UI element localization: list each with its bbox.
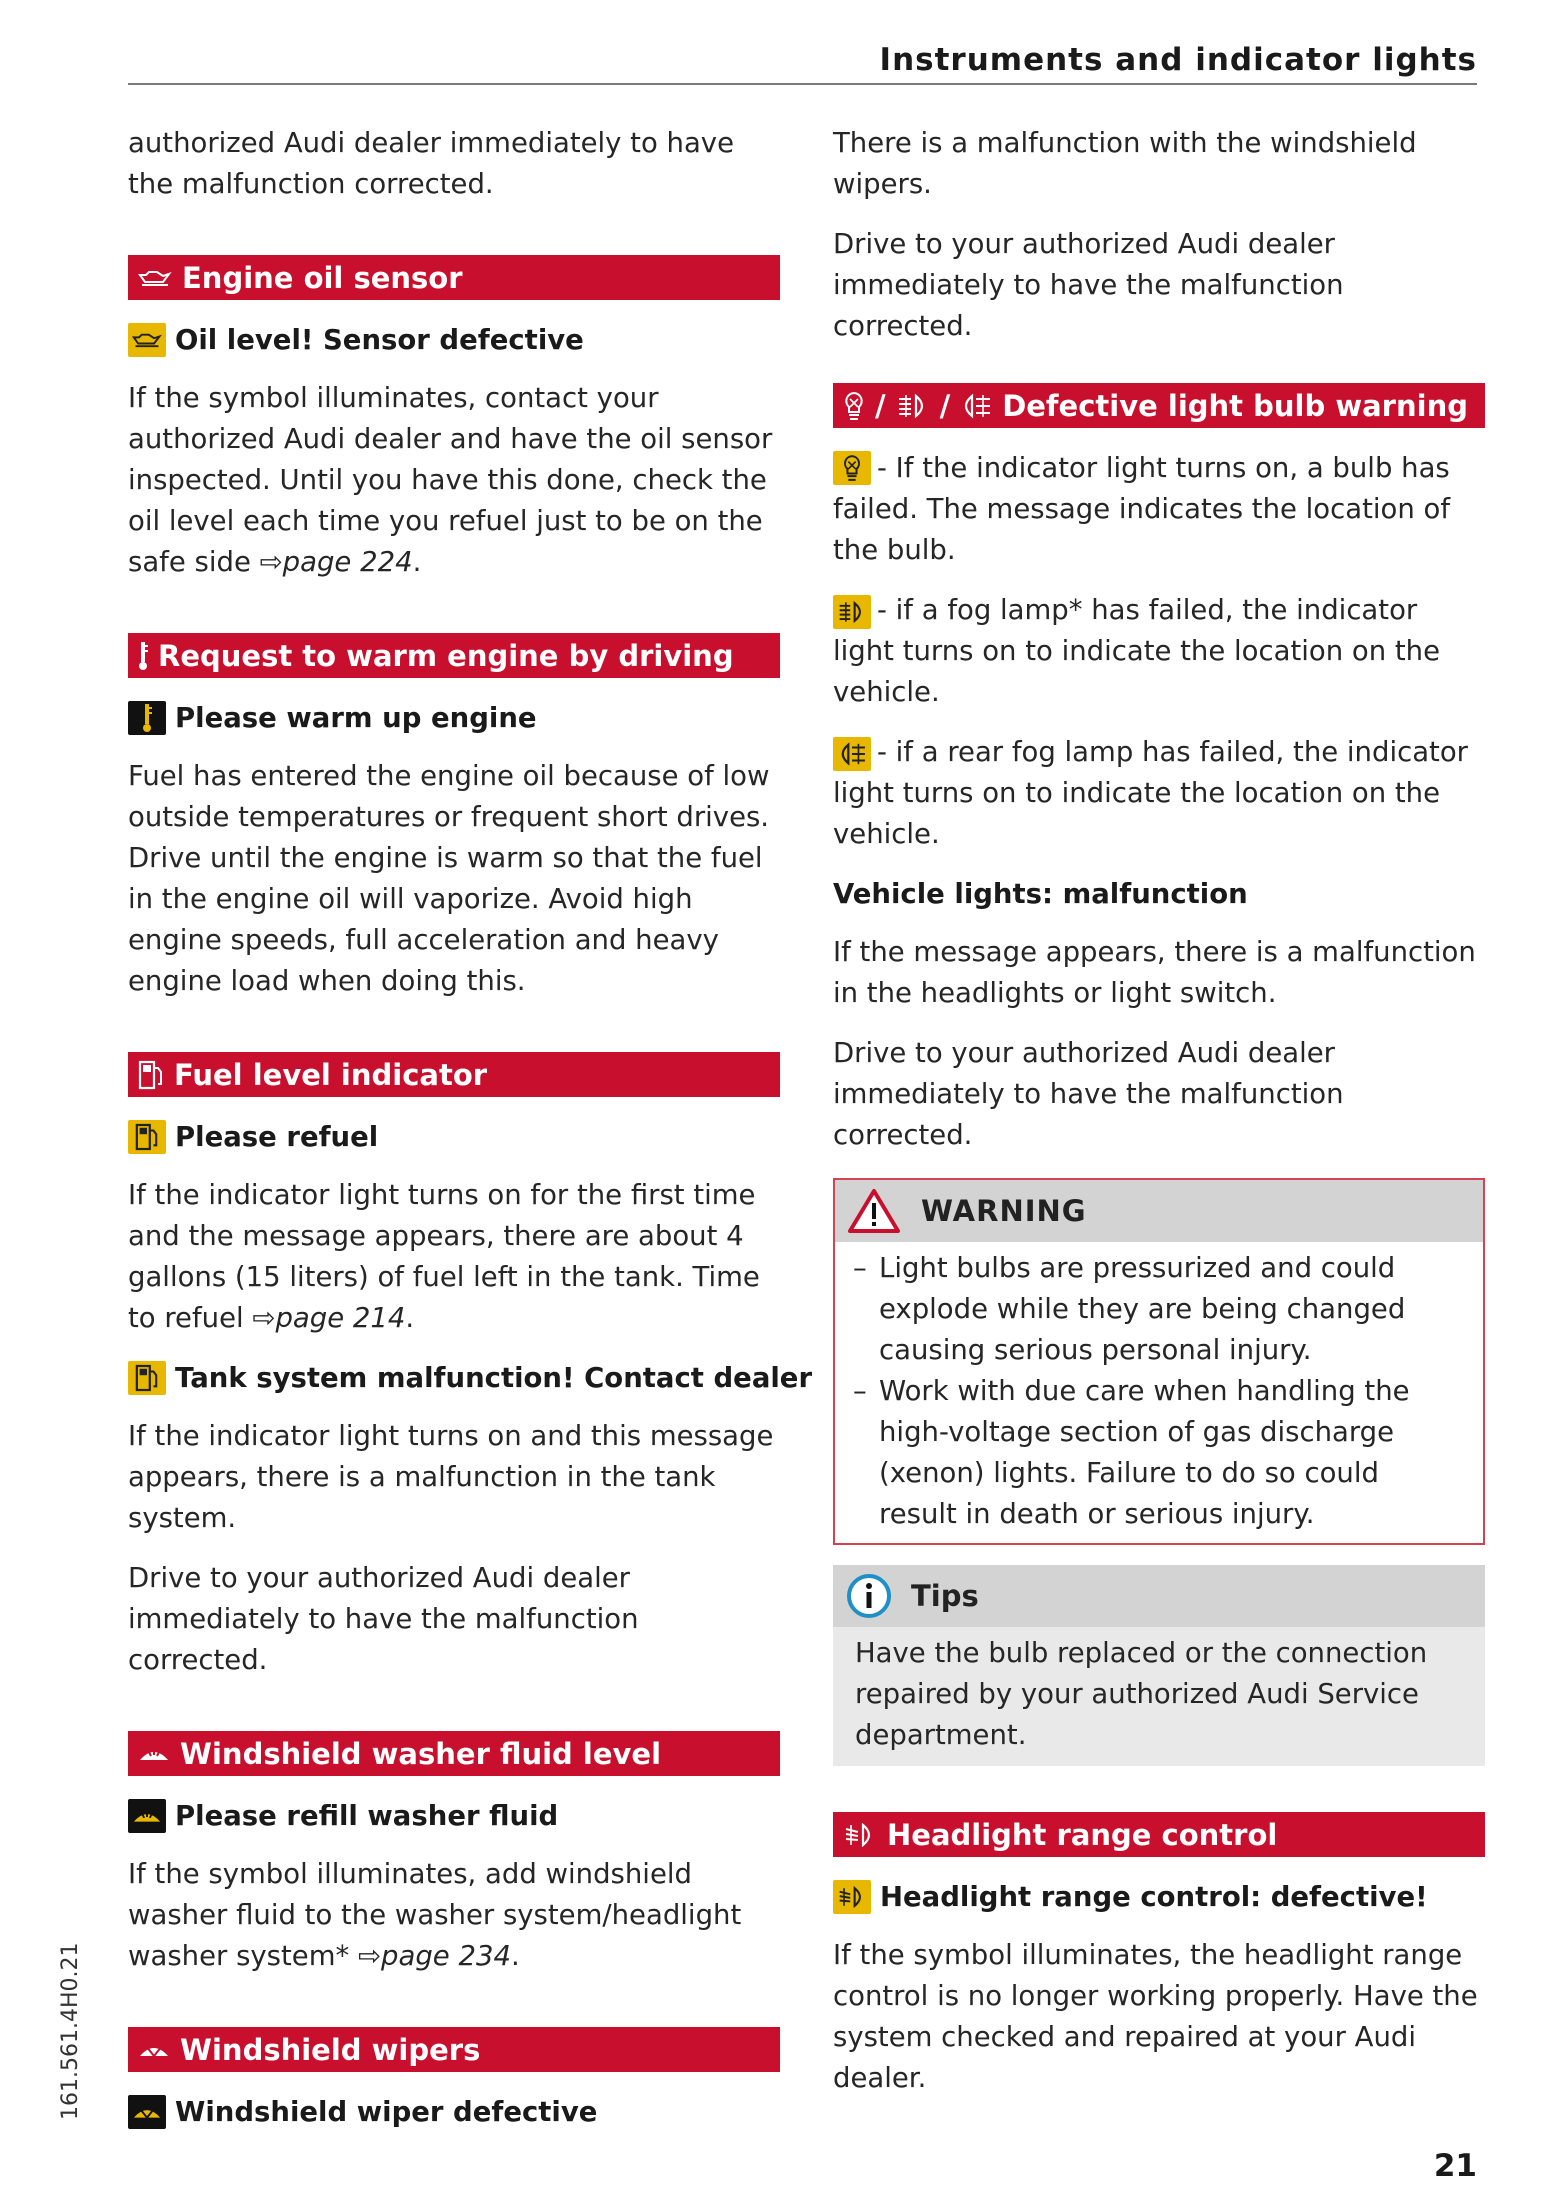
vehicle-lights-body: If the message appears, there is a malfunction in the headlights or light switch.	[833, 936, 1476, 1009]
subheading-text: Please refuel	[175, 1121, 379, 1153]
section-bar-engine-oil-sensor	[128, 255, 780, 300]
rear-fog-lamp-indicator-icon	[833, 737, 871, 771]
document-code: 161.561.4H0.21	[58, 1942, 83, 2120]
warning-list	[835, 1242, 1483, 1543]
intro-text: authorized Audi dealer immediately to have the malfunction corrected.	[128, 127, 734, 200]
warm-engine-body: Fuel has entered the engine oil because of low outside temperatures or frequent short drives. Drive until the engine is warm so that the fuel in the engine oil will vaporize. Avoid high engine speeds, full acceleration and heavy engine load when doing this.	[128, 760, 770, 997]
refuel-body	[128, 1175, 780, 1339]
body-text: - if a fog lamp* has failed, the indicator light turns on to indicate the location on the vehicle.	[833, 594, 1441, 708]
rear-fog-lamp-icon	[960, 393, 992, 419]
wiper-malfunction-text: There is a malfunction with the windshield wipers.	[833, 127, 1417, 200]
fuel-pump-indicator-icon	[128, 1361, 166, 1395]
section-title: Windshield wipers	[180, 2032, 481, 2067]
section-title: Engine oil sensor	[182, 260, 463, 295]
title-slash: /	[875, 388, 886, 423]
subheading-oil-level	[128, 320, 780, 360]
headlight-range-indicator-icon	[833, 1880, 871, 1914]
list-item	[853, 1248, 1465, 1371]
ref-suffix: .	[405, 1302, 415, 1334]
fuel-pump-indicator-icon	[128, 1120, 166, 1154]
tips-title: Tips	[911, 1579, 979, 1613]
tips-body: Have the bulb replaced or the connection repaired by your authorized Audi Service department.	[855, 1637, 1428, 1751]
list-item-text: Work with due care when handling the high-voltage section of gas discharge (xenon) lights. Failure to do so could result in death or serious injury.	[879, 1375, 1410, 1530]
subheading-text: Oil level! Sensor defective	[175, 324, 584, 356]
subheading-please-refuel	[128, 1117, 780, 1157]
body-text: - if a rear fog lamp has failed, the indicator light turns on to indicate the location on the vehicle.	[833, 736, 1468, 850]
page-reference-link[interactable]: page 234	[381, 1940, 511, 1972]
thermometer-indicator-icon	[128, 701, 166, 735]
thermometer-icon	[138, 641, 148, 671]
washer-fluid-indicator-icon	[128, 1799, 166, 1833]
page-header-title: Instruments and indicator lights	[879, 42, 1477, 78]
warning-box	[833, 1178, 1485, 1545]
bulb-warning-icon	[843, 391, 865, 421]
arrow-right-icon: ⇨	[358, 1940, 382, 1972]
tips-header	[833, 1565, 1485, 1627]
headlight-range-icon	[843, 1823, 877, 1847]
page-reference-link[interactable]: page 214	[275, 1302, 406, 1334]
list-dash: –	[853, 1375, 867, 1407]
subheading-wiper-defective	[128, 2092, 780, 2132]
ref-suffix: .	[510, 1940, 520, 1972]
list-item-text: Light bulbs are pressurized and could explode while they are being changed causing serious personal injury.	[879, 1252, 1406, 1366]
arrow-right-icon: ⇨	[259, 546, 283, 578]
ref-suffix: .	[412, 546, 422, 578]
subheading-headlight-defective	[833, 1877, 1485, 1917]
bulb-warning-indicator-icon	[833, 451, 871, 485]
warning-title: WARNING	[921, 1194, 1087, 1228]
header-divider	[128, 83, 1477, 85]
wiper-icon	[138, 2040, 170, 2060]
tips-box	[833, 1565, 1485, 1766]
vehicle-lights-dealer-body: Drive to your authorized Audi dealer immediately to have the malfunction corrected.	[833, 1037, 1344, 1151]
wiper-dealer-text: Drive to your authorized Audi dealer immediately to have the malfunction corrected.	[833, 228, 1344, 342]
section-bar-bulb-warning	[833, 383, 1485, 428]
body-text: If the symbol illuminates, contact your authorized Audi dealer and have the oil sensor inspected. Until you have this done, check the oil level each time you refuel just to be on the safe side	[128, 382, 773, 578]
front-fog-lamp-icon	[896, 393, 930, 419]
washer-fluid-body	[128, 1854, 780, 1977]
body-text: If the symbol illuminates, add windshield washer fluid to the washer system/headlight washer system*	[128, 1858, 742, 1972]
subheading-text: Headlight range control: defective!	[880, 1881, 1428, 1913]
section-title: Defective light bulb warning	[1002, 388, 1468, 423]
headlight-range-body: If the symbol illuminates, the headlight range control is no longer working properly. Have the system checked and repaired at your Audi dealer.	[833, 1939, 1478, 2094]
fuel-pump-icon	[138, 1060, 164, 1090]
bulb-item-front-fog	[833, 590, 1485, 713]
page-reference-link[interactable]: page 224	[282, 546, 413, 578]
section-bar-washer-fluid	[128, 1731, 780, 1776]
bulb-item-general	[833, 448, 1485, 571]
section-title: Headlight range control	[887, 1817, 1278, 1852]
front-fog-lamp-indicator-icon	[833, 595, 871, 629]
section-bar-fuel-level	[128, 1052, 780, 1097]
subheading-tank-malfunction	[128, 1358, 813, 1398]
section-title: Fuel level indicator	[174, 1057, 488, 1092]
subheading-text: Windshield wiper defective	[175, 2096, 598, 2128]
tank-dealer-body: Drive to your authorized Audi dealer immediately to have the malfunction corrected.	[128, 1562, 639, 1676]
body-text: If the indicator light turns on for the first time and the message appears, there are about 4 gallons (15 liters) of fuel left in the tank. Time to refuel	[128, 1179, 760, 1334]
subheading-refill-washer	[128, 1796, 780, 1836]
section-title: Request to warm engine by driving	[158, 638, 734, 673]
title-slash: /	[939, 388, 951, 423]
subheading-warm-up	[128, 698, 780, 738]
list-dash: –	[853, 1252, 867, 1284]
list-item	[853, 1371, 1465, 1535]
subheading-text: Vehicle lights: malfunction	[833, 878, 1248, 910]
tank-malfunction-body: If the indicator light turns on and this message appears, there is a malfunction in the tank system.	[128, 1420, 774, 1534]
subheading-text: Tank system malfunction! Contact dealer	[175, 1362, 813, 1394]
body-text: - If the indicator light turns on, a bulb has failed. The message indicates the location of the bulb.	[833, 452, 1451, 566]
wiper-indicator-icon	[128, 2095, 166, 2129]
arrow-right-icon: ⇨	[252, 1302, 276, 1334]
page-number: 21	[1433, 2148, 1477, 2184]
info-icon	[845, 1572, 893, 1620]
left-column	[128, 118, 813, 2150]
subheading-text: Please warm up engine	[175, 702, 537, 734]
oil-can-indicator-icon	[128, 323, 166, 357]
section-bar-wipers	[128, 2027, 780, 2072]
bulb-item-rear-fog	[833, 732, 1485, 855]
washer-fluid-icon	[138, 1744, 170, 1764]
subheading-text: Please refill washer fluid	[175, 1800, 559, 1832]
oil-can-icon	[138, 267, 172, 289]
section-title: Windshield washer fluid level	[180, 1736, 662, 1771]
warning-triangle-icon	[847, 1188, 901, 1234]
warning-header	[835, 1180, 1483, 1242]
engine-oil-body	[128, 378, 780, 583]
section-bar-warm-engine	[128, 633, 780, 678]
section-bar-headlight-range	[833, 1812, 1485, 1857]
right-column	[833, 118, 1485, 2118]
subheading-vehicle-lights	[833, 874, 1485, 914]
